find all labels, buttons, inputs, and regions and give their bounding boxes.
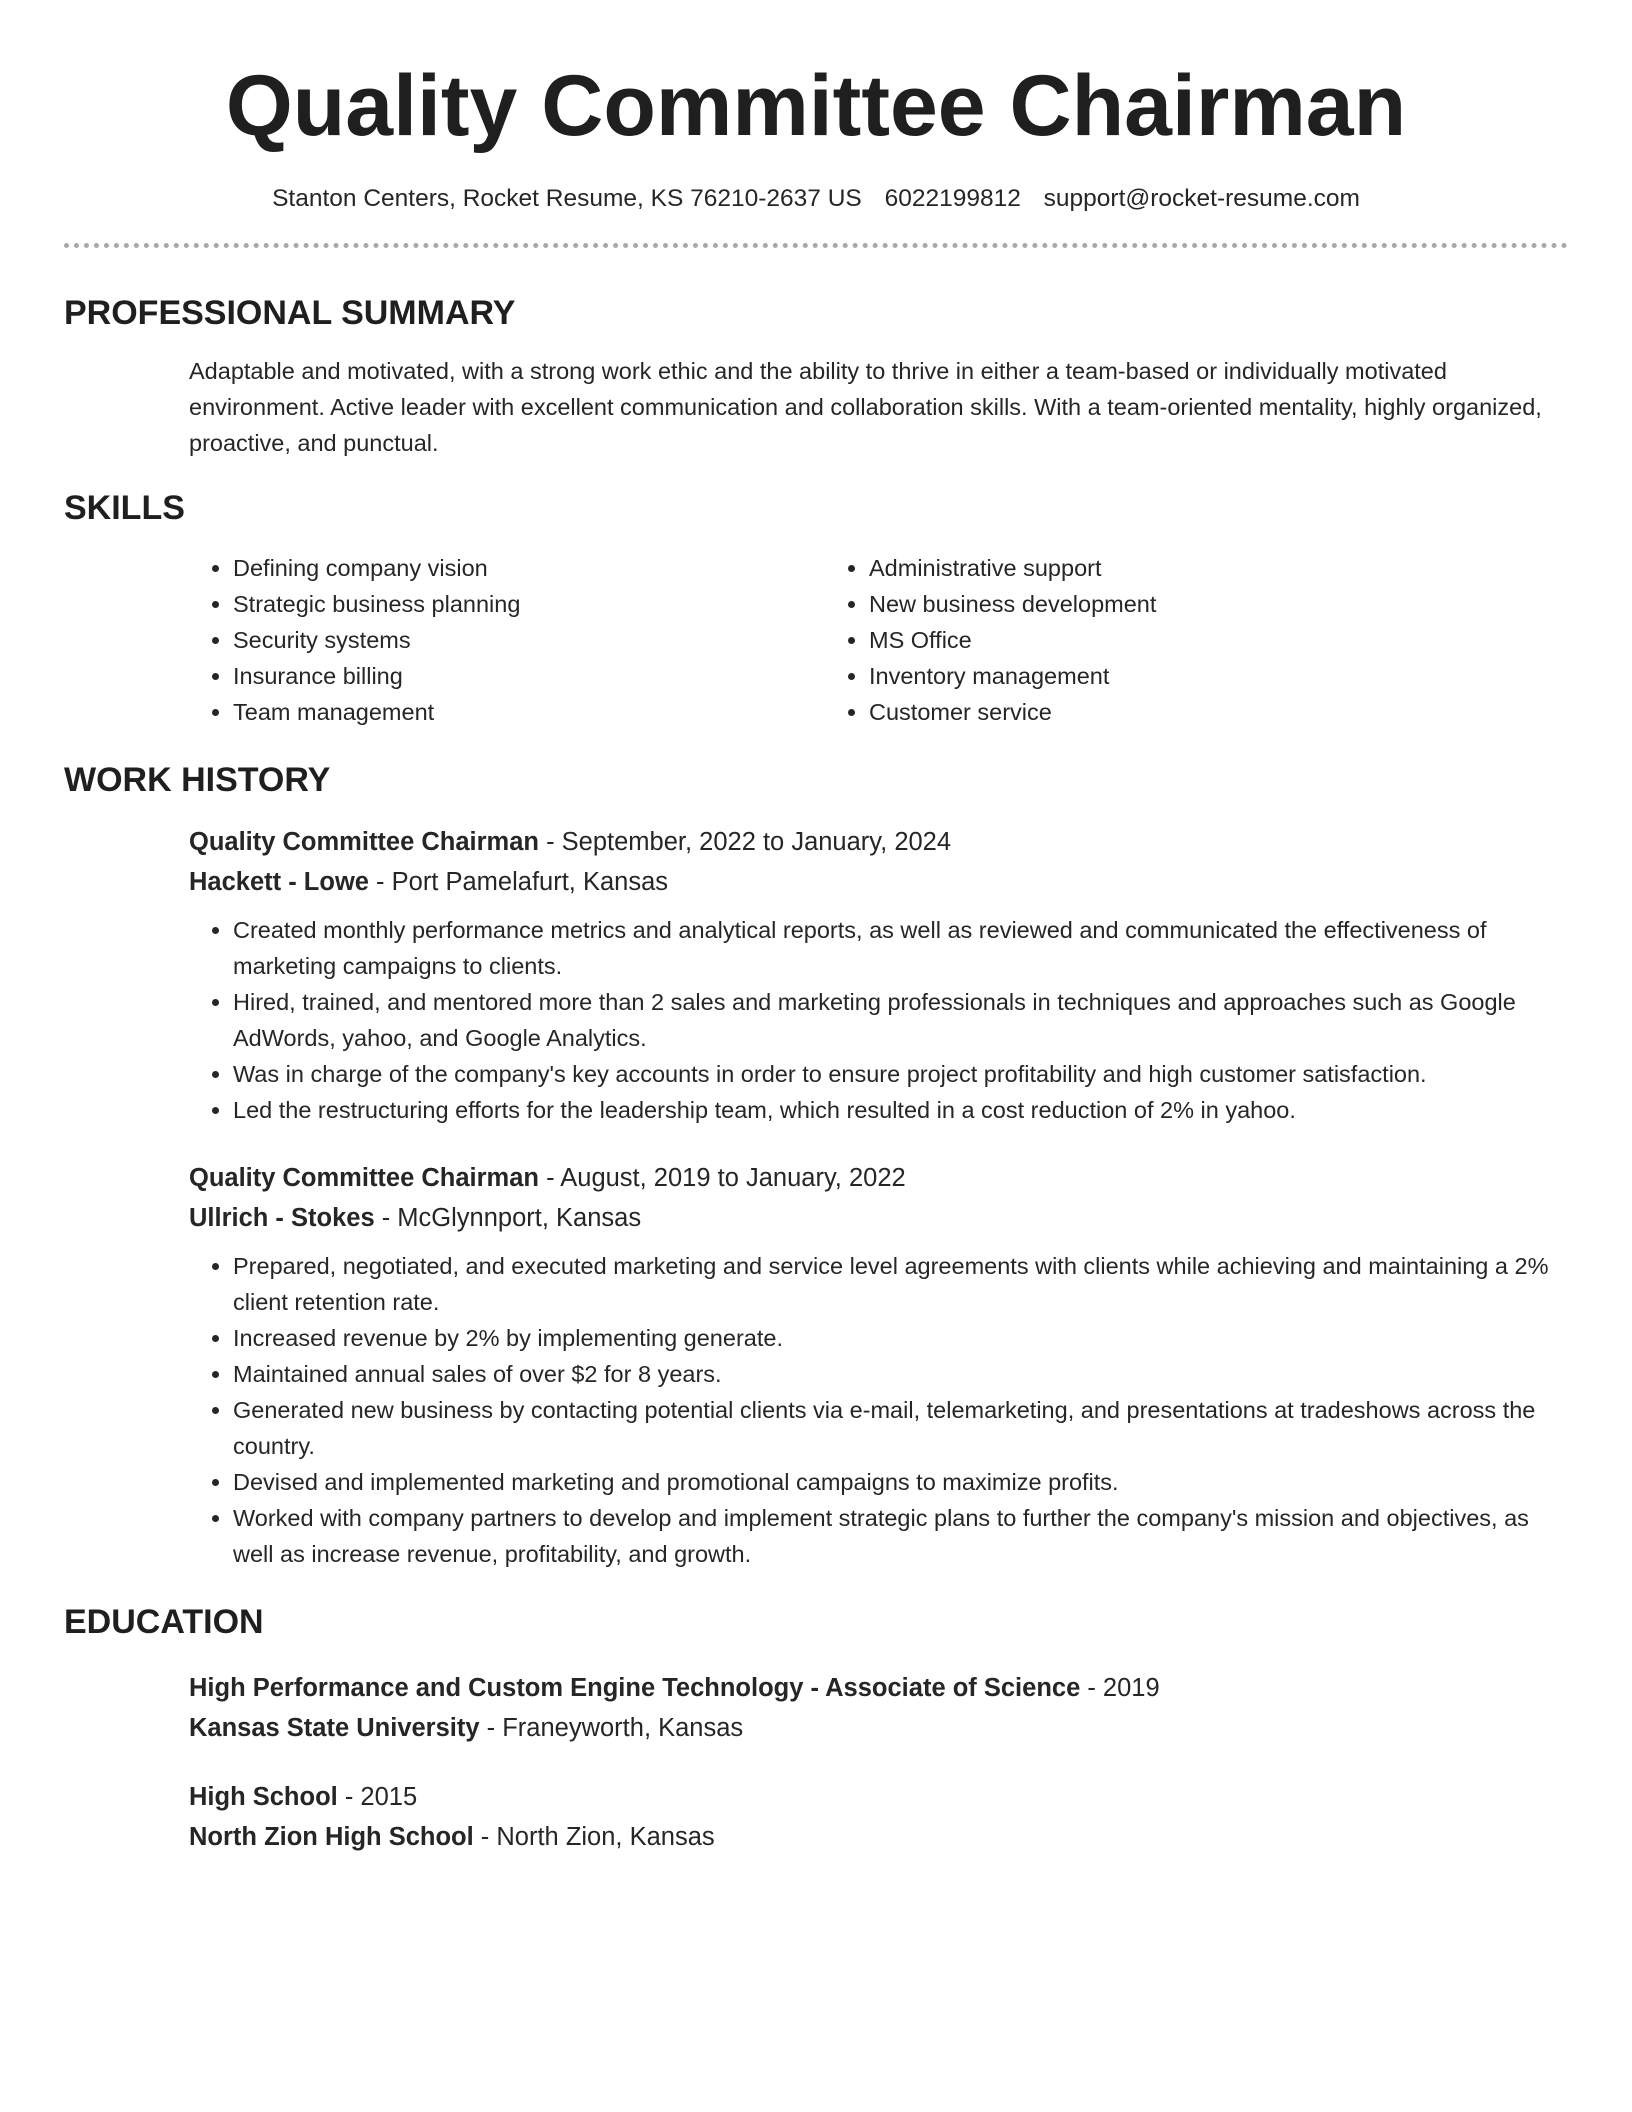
job-duty: • Increased revenue by 2% by implementing generate. <box>233 1320 1568 1356</box>
education-school: North Zion High School <box>189 1823 474 1851</box>
education-year: - 2015 <box>337 1783 418 1811</box>
skills-column-left <box>189 550 825 730</box>
job-duty: • Was in charge of the company's key accounts in order to ensure project profitability and high customer satisfaction. <box>233 1056 1568 1092</box>
skill-item: • Strategic business planning <box>233 586 825 622</box>
education-school-line <box>189 1708 1568 1748</box>
education-degree: High Performance and Custom Engine Technology - Associate of Science <box>189 1674 1081 1702</box>
summary-heading: PROFESSIONAL SUMMARY <box>64 294 516 332</box>
job-company-line <box>189 862 1568 902</box>
work-history-heading: WORK HISTORY <box>64 761 331 799</box>
job-dates: - August, 2019 to January, 2022 <box>539 1164 906 1192</box>
header-divider <box>64 243 1568 248</box>
job-duty: • Maintained annual sales of over $2 for 8 years. <box>233 1356 1568 1392</box>
job-title-line <box>189 822 1568 862</box>
job-duty: • Generated new business by contacting potential clients via e-mail, telemarketing, and presentations at tradeshows across the country. <box>233 1392 1568 1464</box>
job-entry <box>189 1158 1568 1572</box>
job-title-line <box>189 1158 1568 1198</box>
job-title: Quality Committee Chairman <box>189 1164 539 1192</box>
job-title: Quality Committee Chairman <box>189 828 539 856</box>
skills-column-right <box>825 550 1461 730</box>
education-location: - Franeyworth, Kansas <box>479 1714 744 1742</box>
education-entry <box>189 1777 1568 1857</box>
skill-item: • Team management <box>233 694 825 730</box>
education-year: - 2019 <box>1080 1674 1160 1702</box>
skill-item: • Defining company vision <box>233 550 825 586</box>
education-entry <box>189 1668 1568 1748</box>
job-duty: • Hired, trained, and mentored more than 2 sales and marketing professionals in techniques and approaches such as Google AdWords, yahoo, and Google Analytics. <box>233 984 1568 1056</box>
job-company-line <box>189 1198 1568 1238</box>
education-school: Kansas State University <box>189 1714 480 1742</box>
education-school-line <box>189 1817 1568 1857</box>
job-duties <box>189 1248 1568 1572</box>
skill-item: • Customer service <box>869 694 1461 730</box>
skills-heading: SKILLS <box>64 489 185 527</box>
contact-line <box>64 184 1568 214</box>
skill-item: • MS Office <box>869 622 1461 658</box>
job-duty: • Created monthly performance metrics and analytical reports, as well as reviewed and communicated the effectiveness of marketing campaigns to clients. <box>233 912 1568 984</box>
education-degree: High School <box>189 1783 338 1811</box>
job-duties <box>189 912 1568 1128</box>
skill-item: • Security systems <box>233 622 825 658</box>
skill-item: • Insurance billing <box>233 658 825 694</box>
skill-item: • Administrative support <box>869 550 1461 586</box>
job-location: - McGlynnport, Kansas <box>374 1204 642 1232</box>
contact-phone: 6022199812 <box>884 185 1021 212</box>
summary-text: Adaptable and motivated, with a strong work ethic and the ability to thrive in either a team-based or individually motivated environment. Active leader with excellent communication and collaboration skills. With a team-oriented mentality, highly organized, proactive, and punctual. <box>189 358 1542 456</box>
job-duty: • Devised and implemented marketing and promotional campaigns to maximize profits. <box>233 1464 1568 1500</box>
job-duty: • Prepared, negotiated, and executed marketing and service level agreements with clients while achieving and maintaining a 2% client retention rate. <box>233 1248 1568 1320</box>
contact-email: support@rocket-resume.com <box>1043 185 1360 212</box>
job-company: Hackett - Lowe <box>189 868 369 896</box>
skill-item: • New business development <box>869 586 1461 622</box>
skills-list <box>189 550 1568 730</box>
job-entry <box>189 822 1568 1128</box>
resume-name: Quality Committee Chairman <box>225 58 1407 154</box>
education-degree-line <box>189 1777 1568 1817</box>
job-duty: • Worked with company partners to develop and implement strategic plans to further the company's mission and objectives, as well as increase revenue, profitability, and growth. <box>233 1500 1568 1572</box>
job-duty: • Led the restructuring efforts for the leadership team, which resulted in a cost reduction of 2% in yahoo. <box>233 1092 1568 1128</box>
job-company: Ullrich - Stokes <box>189 1204 375 1232</box>
education-location: - North Zion, Kansas <box>473 1823 715 1851</box>
education-degree-line <box>189 1668 1568 1708</box>
job-dates: - September, 2022 to January, 2024 <box>539 828 952 856</box>
job-location: - Port Pamelafurt, Kansas <box>368 868 669 896</box>
education-heading: EDUCATION <box>64 1603 264 1641</box>
skill-item: • Inventory management <box>869 658 1461 694</box>
contact-address: Stanton Centers, Rocket Resume, KS 76210-2637 US <box>272 185 862 212</box>
